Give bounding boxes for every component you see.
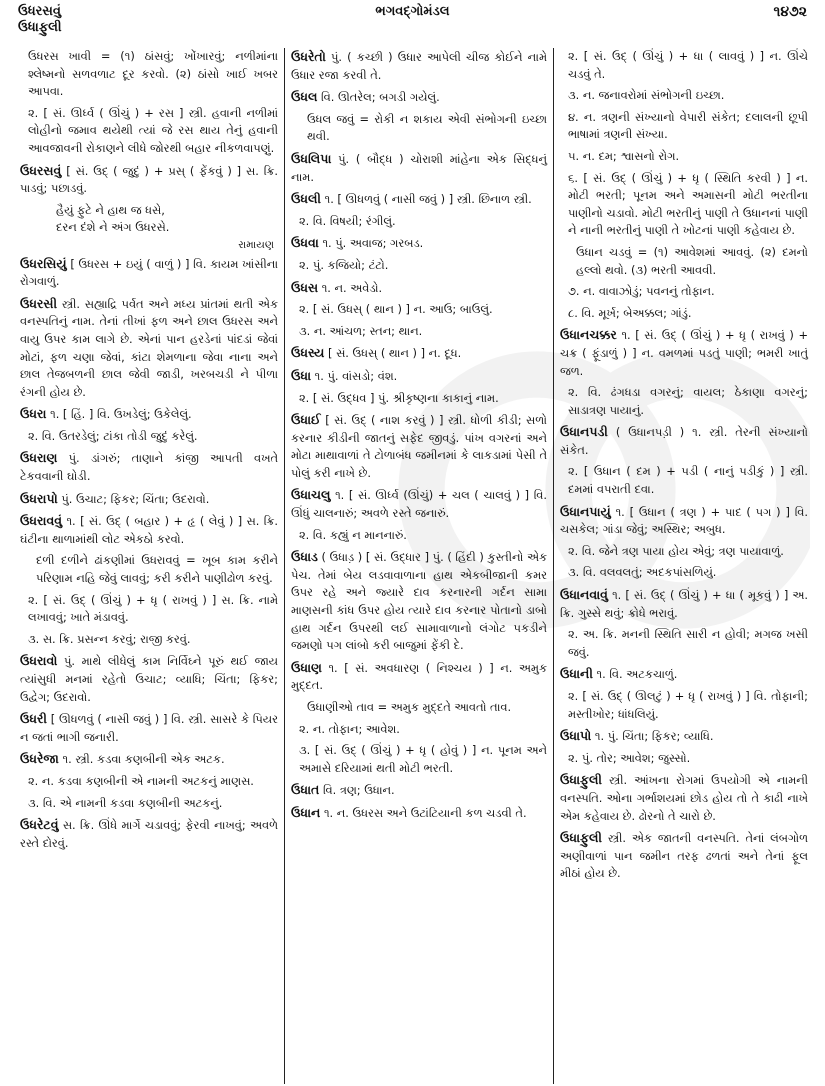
sense-definition: ૮. વિ. મૂર્ખ; બેઅક્કલ; ગાંડું. (568, 305, 692, 320)
headword: ઉધલિપા (291, 150, 332, 166)
dictionary-entry (20, 710, 278, 746)
headword: ઉધાચલુ (291, 487, 331, 503)
sense-definition: ૩. [ સં. ઉદ્ ( ઊંચું ) + ધૃ ( હોવું ) ] ન. પૂનમ અને અમાસે દરિયામાં થતી મોટી ભરતી. (299, 743, 547, 775)
definition: પું. ડાંગરું; તાણાને કાંજી આપતી વખતે ટેકવવાની ઘોડી. (20, 451, 279, 484)
headword: ઉધાની (560, 666, 593, 682)
definition: ૧. ન. અવેડો. (321, 280, 383, 295)
definition: ૧. [ સં. ઉદ્ ( ઊંચું ) + ધૃ ( રાખવું ) + ચક્ર ( ફૂંડાળું ) ] ન. વમળમાં પડતું પાણી; ભમરી ખાતું જળ. (560, 328, 809, 378)
dictionary-entry (291, 781, 547, 800)
headword: ઉધાપો (560, 728, 592, 744)
headword: ઉધરાવો (20, 653, 58, 669)
sense-definition: ૨. ન. કડવા કણબીની એ નામની અટકનું માણસ. (28, 773, 254, 788)
quotation-source: રામાયણ (238, 238, 274, 251)
dictionary-entry (291, 190, 547, 209)
guide-word-first: ઉધરસવું (18, 4, 61, 19)
usage-example: ઉધાન ચડવું = (૧) આવેશમાં આવવું. (૨) દમનો હલ્લો થવો. (૩) ભરતી આવવી. (576, 244, 808, 277)
dictionary-entry (560, 586, 808, 622)
headword: ઉધવા (291, 235, 319, 251)
sense-definition: ૩. વિ. એ નામની કડવા કણબીની અટકનું. (28, 795, 223, 810)
sense-definition: ૨. [ સં. ઉદ્ધવ ] પું. શ્રીકૃષ્ણના કાકાનું નામ. (299, 390, 499, 405)
sense-definition: ૪. ન. ત્રણની સંખ્યાનો વેપારી સંકેત; દલાલની છૂપી ભાષામાં ત્રણની સંખ્યા. (568, 109, 808, 142)
definition: ૧. [ સં. ઉદ્ ( બહાર ) + હૃ ( લેવું ) ] સ. ક્રિ. ઘંટીના થાળામાંથી લોટ એકઠો કરવો. (20, 514, 279, 546)
sense-definition: ૨. ન. તોફાન; આવેશ. (299, 721, 400, 736)
headword: ઉધાનવાવું (560, 587, 608, 603)
definition: [ સં. ઉદ્ ( જુદું ) + પ્રસ્ ( ફેંકવું ) ] સ. ક્રિ. પાડવું; પછાડવું. (20, 163, 278, 196)
definition: ૧. સ્ત્રી. કડવા કણબીની એક અટક. (62, 752, 225, 767)
column-3 (554, 48, 814, 1084)
book-title: ભગવદ્ગોમંડલ (375, 4, 450, 19)
headword: ઉધલી (291, 191, 321, 207)
sense-definition: ૨. વિ. ઢંગધડા વગરનું; વાયલ; ઠેકાણા વગરનું; સાડાત્રણ પાયાનું. (568, 385, 808, 417)
definition: ૧. પું. વાંસડો; વંશ. (314, 368, 398, 383)
sense-definition: ૨. વિ. વિષયી; રંગીલું. (299, 213, 396, 228)
definition: વિ. ત્રણ; ઉધાન. (322, 783, 395, 798)
sense-definition: ૨. અ. ક્રિ. મનની સ્થિતિ સારી ન હોવી; મગજ ખસી જવું. (568, 627, 808, 659)
headword: ઉધરાવવું (20, 513, 63, 529)
guide-word-last: ઉધાફુલી (18, 20, 62, 35)
dictionary-entry (291, 411, 547, 482)
usage-example: ઉધાણીઓ તાવ = અમુક મુદ્દતે આવતો તાવ. (307, 700, 512, 714)
headword: ઉધાત (291, 782, 320, 798)
definition: [ સં. ઉધસ્ ( થાન ) ] ન. દૂધ. (328, 346, 462, 361)
headword: ઉધલ (291, 89, 318, 105)
sense-definition: ઉધરસ ખાવી = (૧) ઠાંસવું; ખોંખારવું; નળીમાંના શ્લેષ્મનો સળવળાટ દૂર કરવો. (૨) ઠાંસો ખાઈ ખબર આપવા. (28, 49, 278, 99)
sense-definition: ૨. [ સં. ઉદ્ ( ઊલટું ) + ધૃ ( રાખવું ) ] વિ. તોફાની; મસ્તીખોર; ધાંધલિયું. (568, 689, 808, 721)
dictionary-entry (560, 727, 808, 746)
definition: ( ઉધાનપડ઼ી ) ૧. સ્ત્રી. તેરની સંખ્યાનો સંકેત. (560, 425, 808, 457)
quotation-line: હૈયું ફુટે ને હાથ જ ધસે, (56, 202, 165, 217)
headword: ઉધરસિયું (20, 255, 67, 271)
definition: [ ઉધરસ + ઇયું ( વાળું ) ] વિ. કાયમ ખાંસીના રોગવાળું. (20, 256, 278, 289)
sense-definition: ૩. ન. આંચળ; સ્તન; થાન. (299, 323, 423, 338)
sense-definition: ૨. [ સં. ઉધસ્ ( થાન ) ] ન. આઉ; બાઉલું. (299, 302, 493, 317)
headword: ઉધાનચક્કર (560, 327, 617, 343)
definition: પું. ( કચ્છી ) ઉધાર આપેલી ચીજ કોઈને નામે ઉધાર રજા કરવી તે. (291, 50, 547, 82)
dictionary-entry (20, 490, 278, 509)
page-number: ૧૪૭૨ (773, 4, 807, 20)
headword: ઉધરેજા (20, 751, 59, 767)
sense-definition: ૨. [ ઉધાન ( દમ ) + પડી ( નાનું પડીકું ) ] સ્ત્રી. દમમાં વપરાતી દવા. (568, 464, 808, 497)
dictionary-entry (560, 829, 808, 883)
headword: ઉધરેટવું (20, 817, 59, 833)
definition: ૧. [ ઊધળવું ( નાસી જવું ) ] સ્ત્રી. છિનાળ સ્ત્રી. (324, 192, 532, 207)
definition: ( ઉધાડ઼ ) [ સં. ઉદ્ધાર ] પું. ( હિંદી ) કુસ્તીનો એક પેચ. તેમાં બેય લડવાવાળાના હાથ એકબીજાની કમર ઉપર રહે અને જ્યારે દાવ કરનારની ગર્દન સામા માણસની કાંધ ઉપર હોય ત્યારે દાવ કરનાર પોતાનો ડાબો હાથ ગર્દન ઉપરથી લઈ સામાવાળાનો લંગોટ પકડીને જમણો પગ લાંબો કરી બાજુમાં ફેંકી દે. (291, 550, 548, 653)
headword: ઉધાફુલી (560, 830, 602, 846)
sense-definition: ૨. [ સં. ઉદ્ ( ઊંચું ) + ધૃ ( રાખવું ) ] સ. ક્રિ. નામે લખાવવું; ખાતે મંડાવવું. (28, 592, 278, 625)
column-2 (284, 48, 554, 1084)
column-1 (14, 48, 284, 1084)
dictionary-entry (560, 503, 808, 539)
definition: ૧. પું. ચિંતા; ફિકર; વ્યાધિ. (594, 729, 714, 744)
headword: ઉધરા (20, 406, 47, 422)
definition: પું. માથે લીધેલું કામ નિર્વિઘ્ને પૂરું થઈ જાય ત્યાંસુધી મનમાં રહેતો ઉચાટ; વ્યાધિ; ચિંતા; ફિકર; ઉદ્વેગ; ઉદરાવો. (20, 654, 278, 704)
dictionary-entry (291, 659, 547, 695)
usage-example: દળી દળીને ઢાંકણીમાં ઉધરાવવું = ખૂબ કામ કરીને પરિણામ નહિ જેવું લાવવું; કરી કરીને પાણીઢોળ કરવું. (36, 553, 278, 586)
dictionary-entry (20, 295, 278, 402)
headword: ઉધસ (291, 279, 319, 295)
dictionary-entry (560, 771, 808, 825)
dictionary-entry (291, 548, 547, 655)
definition: ૧. ન. ઉધરસ અને ઉટાંટિયાની કળ ચડવી તે. (323, 805, 527, 820)
dictionary-entry (20, 816, 278, 852)
definition: સ્ત્રી. સહ્યાદ્રિ પર્વત અને મધ્ય પ્રાંતમાં થતી એક વનસ્પતિનું નામ. તેનાં તીખાં ફળ અને છાલ ઉધરસ અને વાયુ ઉપર કામ લાગે છે. એનાં પાન હરડેનાં પાંદડાં જેવાં મોટાં, ફળ ચણા જેવાં, કાંટા શેમળાના જેવા નાના અને છાલ તેજબળની છાલ જેવી જાડી, ખરબચડી ને પીળા રંગની હોય છે. (20, 296, 278, 399)
definition: ૧. [ ઉધાન ( ત્રણ ) + પાદ ( પગ ) ] વિ. ચસકેલ; ગાંડા જેવું; અસ્થિર; અબુધ. (560, 504, 808, 537)
headword: ઉધાડ (291, 549, 318, 565)
dictionary-entry (291, 344, 547, 363)
sense-definition: ૭. ન. વાવાઝોડું; પવનનું તોફાન. (568, 284, 715, 299)
dictionary-entry (291, 279, 547, 298)
sense-definition: ૨. પું. કજિયો; ટંટો. (299, 257, 389, 272)
dictionary-entry (20, 652, 278, 706)
dictionary-entry (291, 804, 547, 823)
page-header (0, 0, 825, 44)
dictionary-entry (560, 423, 808, 459)
sense-definition: ૨. વિ. જેને ત્રણ પાયા હોય એવું; ત્રણ પાયાવાળું. (568, 543, 784, 558)
definition: પું. ઉચાટ; ફિકર; ચિંતા; ઉદરાવો. (61, 491, 210, 506)
definition: વિ. ઊતરેલ; બગડી ગયેલું. (321, 90, 440, 105)
headword: ઉધરી (20, 711, 47, 727)
sense-definition: ૨. [ સં. ઉદ્ ( ઊંચું ) + ધા ( લાવવું ) ] ન. ઊંચે ચડવું તે. (568, 49, 808, 81)
sense-definition: ૩. સ. ક્રિ. પ્રસન્ન કરવું; રાજી કરવું. (28, 631, 191, 646)
dictionary-entry (20, 162, 278, 198)
sense-definition: ૩. ન. જનાવરોમાં સંભોગની ઇચ્છા. (568, 88, 725, 103)
dictionary-entry (20, 449, 278, 485)
definition: ૧. [ સં. ઉદ્ ( ઊંચું ) + ધા ( મૂકવું ) ] અ. ક્રિ. ગુસ્સે થવું; ક્રોધે ભરાવું. (560, 588, 808, 620)
dictionary-entry (291, 486, 547, 522)
headword: ઉધાઈ (291, 412, 321, 428)
dictionary-entry (291, 150, 547, 186)
sense-definition: ૬. [ સં. ઉદ્ ( ઊંચું ) + ધૃ ( સ્થિતિ કરવી ) ] ન. મોટી ભરતી; પૂનમ અને અમાસની મોટી ભરતીના પાણીનો ચડાવો. મોટી ભરતીનું પાણી તે ઉધાનનાં પાણી ને નાની ભરતીનું પાણી તે ખોટનાં પાણી કહેવાય છે. (568, 170, 808, 238)
definition: [ સં. ઉદ્ ( નાશ કરવું ) ] સ્ત્રી. ધોળી કીડી; સળો કરનાર કીડીની જાતનું સફેદ જીવડું. પાંખ વગરનાં અને મોટા માથાવાળાં તે ટોળાબંધ જમીનમાં કે લાકડામાં પેસી તે પોલું કરી નાખે છે. (291, 413, 548, 480)
headword: ઉધાનપડી (560, 424, 608, 440)
definition: [ ઊધળવું ( નાસી જવું ) ] વિ. સ્ત્રી. સાસરે કે પિયર ન જતાં ભાગી જનારી. (20, 712, 278, 744)
definition: સ્ત્રી. એક જાતની વનસ્પતિ. તેનાં લંબગોળ અણીવાળાં પાન જમીન તરફ ઢળતાં અને તેનાં ફૂલ મીઠાં હોય છે. (560, 831, 808, 881)
sense-definition: ૨. વિ. કહ્યું ન માનનારું. (299, 527, 407, 542)
dictionary-entry (291, 234, 547, 253)
dictionary-entry (560, 665, 808, 684)
headword: ઉધરાપો (20, 490, 58, 506)
dictionary-columns (14, 48, 814, 1084)
dictionary-entry (291, 367, 547, 386)
headword: ઉધાફુલી (560, 772, 602, 788)
headword: ઉધરસવું (20, 162, 62, 178)
sense-definition: ૩. વિ. વલવલતું; અદકપાંસળિયું. (568, 565, 717, 580)
dictionary-entry (20, 512, 278, 548)
usage-example: ઉધલ જવું = રોકી ન શકાય એવી સંભોગની ઇચ્છા થવી. (307, 111, 547, 144)
sense-definition: ૨. [ સં. ઊર્ધ્વ ( ઊંચું ) + રસ ] સ્ત્રી. હવાની નળીમાં લોહીનો જમાવ થયેથી ત્યાં જે રસ થાય તેનું હવાની આવજાવની રોકાણને લીધે જોરથી બહાર નીકળવાપણું. (28, 105, 278, 155)
headword: ઉધરેતો (291, 49, 326, 64)
sense-definition: ૨. વિ. ઉતરડેલું; ટાંકા તોડી જુદું કરેલું. (28, 428, 198, 443)
dictionary-entry (20, 255, 278, 291)
sense-definition: ૨. પું. તોર; આવેશ; જુસ્સો. (568, 750, 691, 765)
definition: પું. ( બૌદ્ધ ) ચોરાશી માંહેના એક સિદ્ધનું નામ. (291, 151, 547, 184)
definition: ૧. [ સં. અવધારણ ( નિશ્ચય ) ] ન. અમુક મુદ્દત. (291, 660, 547, 693)
dictionary-entry (291, 88, 547, 107)
headword: ઉધાણ (291, 659, 322, 675)
definition: ૧. [ સં. ઊર્ધ્વ (ઊંચું) + ચલ ( ચાલવું ) ] વિ. ઊંધું ચાલનારું; અવળે રસ્તે જનારું. (291, 488, 547, 521)
dictionary-entry (560, 326, 808, 380)
dictionary-entry (20, 405, 278, 424)
dictionary-entry (20, 750, 278, 769)
dictionary-entry (291, 48, 547, 84)
definition: સ્ત્રી. આંખના રોગમાં ઉપયોગી એ નામની વનસ્પતિ. ઓના ગર્ભાશયમાં છોડ હોય તો તે કાઢી નાખે એમ કહેવાય છે. ઢોરનો તે ચારો છે. (560, 773, 808, 823)
definition: ૧. વિ. અટકચાળું. (596, 667, 678, 682)
headword: ઉધસ્ય (291, 345, 325, 361)
headword: ઉધરાણ (20, 450, 58, 466)
sense-definition: ૫. ન. દમ; શ્વાસનો રોગ. (568, 148, 680, 163)
headword: ઉધાનપાયું (560, 503, 611, 519)
headword: ઉધરસી (20, 295, 58, 311)
definition: સ. ક્રિ. ઊંધે માર્ગે ચડાવવું; ફેરવી નાખવું; અવળે રસ્તે દોરવું. (20, 818, 279, 850)
definition: ૧. [ હિં. ] વિ. ઉખડેલું; ઉકેલેલું. (50, 407, 192, 422)
headword: ઉધાન (291, 804, 321, 820)
quotation-line: દરન દંશે ને અંગ ઉધરસે. (56, 220, 170, 235)
definition: ૧. પું. અવાજ; ગરબડ. (322, 236, 424, 251)
headword: ઉધા (291, 367, 312, 383)
